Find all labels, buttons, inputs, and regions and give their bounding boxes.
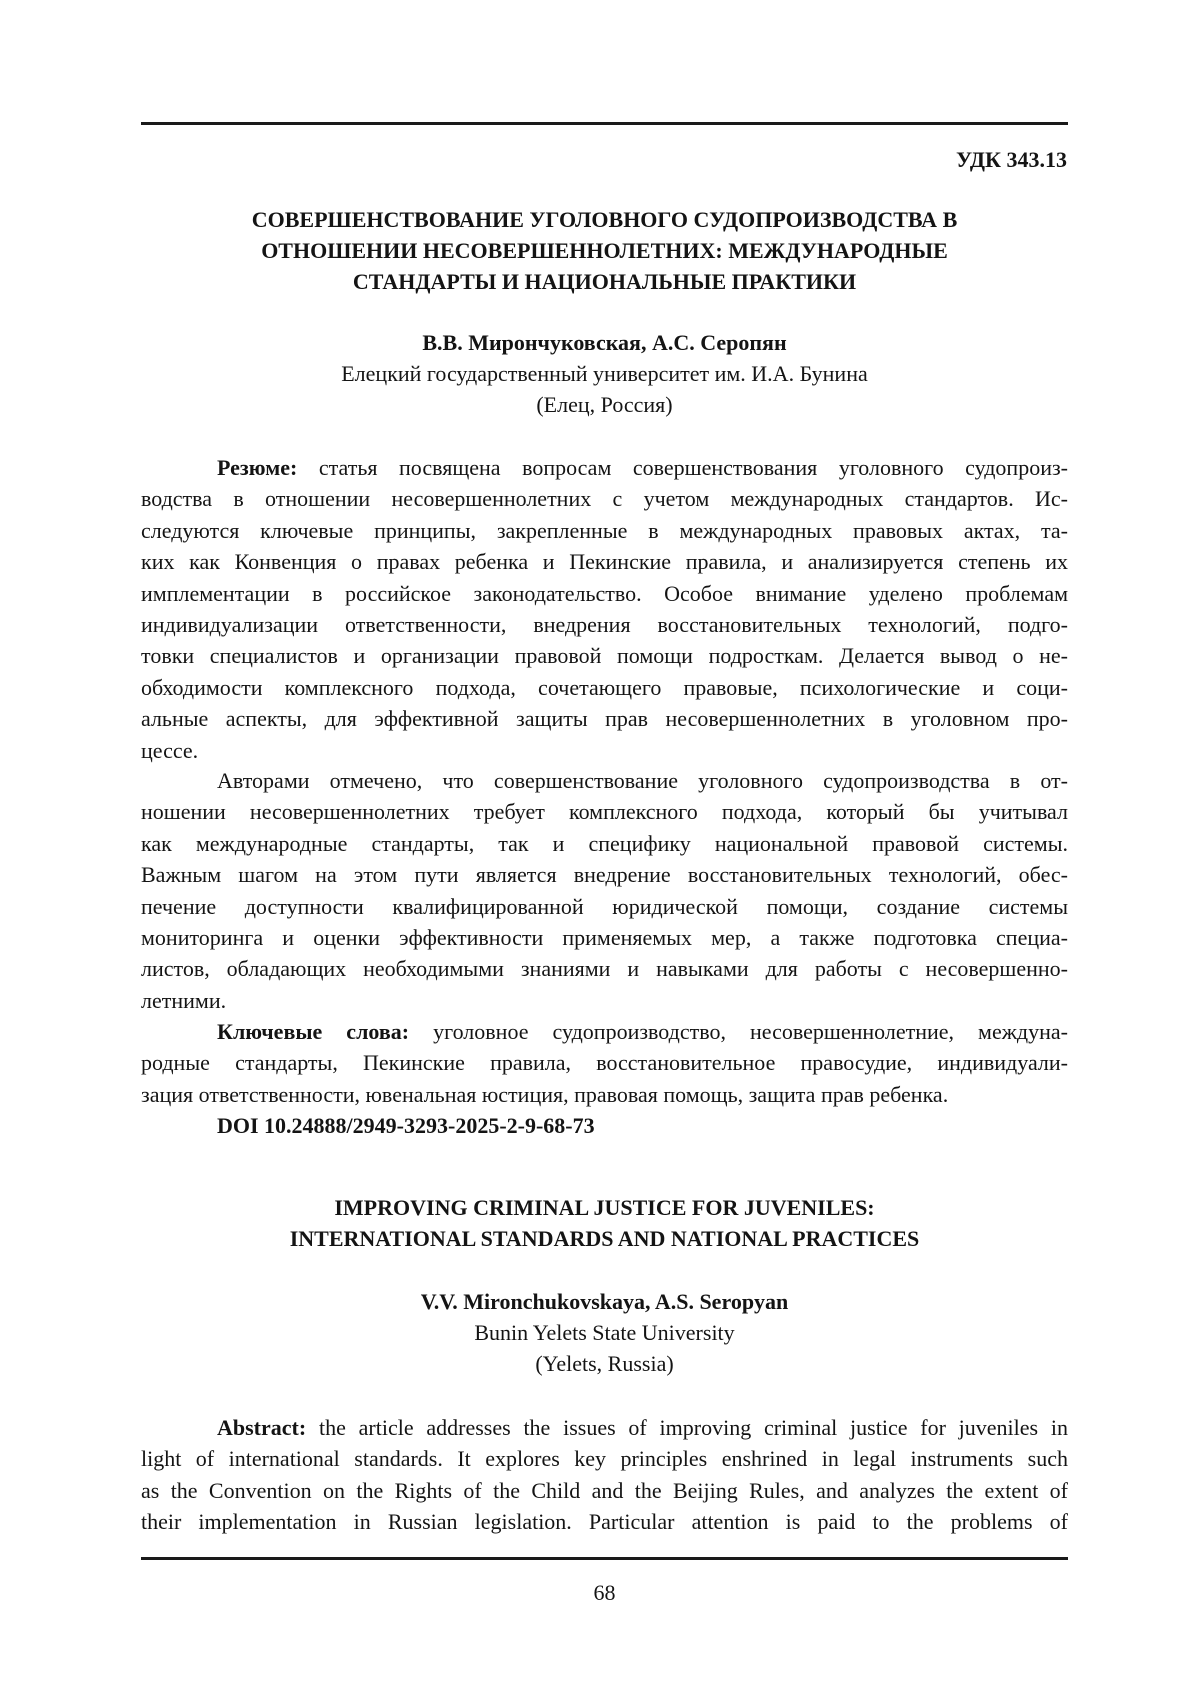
authors-note-line: Авторами отмечено, что совершенствование уголовного судопроизводства в от- (217, 768, 1068, 793)
authors-note-line: печение доступности квалифицированной юридической помощи, создание системы (141, 893, 1068, 919)
page-number: 68 (593, 1580, 616, 1605)
abstract-en-line (141, 1412, 1068, 1443)
authors-note-line: Важным шагом на этом пути является внедрение восстановительных технологий, обес- (141, 862, 1068, 888)
keywords-label: Ключевые слова: (217, 1019, 410, 1044)
doi: DOI 10.24888/2949-3293-2025-2-9-68-73 (217, 1113, 595, 1138)
title-ru-line: СТАНДАРТЫ И НАЦИОНАЛЬНЫЕ ПРАКТИКИ (352, 269, 857, 294)
keywords-text: уголовное судопроизводство, несовершеннолетние, междуна- (409, 1019, 1068, 1044)
affiliation-en: Bunin Yelets State University (474, 1320, 735, 1345)
abstract-en-text: the article addresses the issues of improving criminal justice for juveniles in (306, 1415, 1068, 1440)
article-title-ru (141, 204, 1068, 297)
abstract-ru-line: следуются ключевые принципы, закрепленные в международных правовых актах, та- (141, 517, 1068, 543)
abstract-ru-line: товки специалистов и организации правовой помощи подросткам. Делается вывод о не- (141, 643, 1068, 669)
abstract-ru-line: имплементации в российское законодательство. Особое внимание уделено проблемам (141, 580, 1068, 606)
abstract-en (141, 1412, 1068, 1538)
abstract-en-line: their implementation in Russian legislation. Particular attention is paid to the problems of (141, 1509, 1068, 1535)
affiliation-ru: Елецкий государственный университет им. И.А. Бунина (341, 361, 868, 386)
authors-note-line: листов, обладающих необходимыми знаниями и навыками для работы с несовершенно- (141, 956, 1068, 982)
city-en: (Yelets, Russia) (535, 1351, 674, 1376)
abstract-ru-text: статья посвящена вопросам совершенствования уголовного судопроиз- (297, 455, 1068, 480)
doi-line (141, 1110, 1068, 1141)
authors-ru: В.В. Мирончуковская, А.С. Серопян (422, 330, 787, 355)
title-ru-line: СОВЕРШЕНСТВОВАНИЕ УГОЛОВНОГО СУДОПРОИЗВОДСТВА В (251, 207, 958, 232)
footer-rule (141, 1557, 1068, 1560)
abstract-ru-line: обходимости комплексного подхода, сочетающего правовые, психологические и соци- (141, 674, 1068, 700)
keywords-line: зация ответственности, ювенальная юстиция, правовая помощь, защита прав ребенка. (141, 1081, 949, 1107)
abstract-ru (141, 452, 1068, 766)
title-en-line: INTERNATIONAL STANDARDS AND NATIONAL PRACTICES (289, 1226, 920, 1251)
abstract-en-label: Abstract: (217, 1415, 307, 1440)
abstract-ru-label: Резюме: (217, 455, 298, 480)
authors-note-line: мониторинга и оценки эффективности применяемых мер, а также подготовка специа- (141, 924, 1068, 950)
title-ru-line: ОТНОШЕНИИ НЕСОВЕРШЕННОЛЕТНИХ: МЕЖДУНАРОДНЫЕ (261, 238, 948, 263)
authors-note-ru (141, 765, 1068, 1016)
keywords-line (141, 1016, 1068, 1047)
title-en-line: IMPROVING CRIMINAL JUSTICE FOR JUVENILES: (334, 1195, 875, 1220)
abstract-ru-line: индивидуализации ответственности, внедрения восстановительных технологий, подго- (141, 611, 1068, 637)
keywords-line: родные стандарты, Пекинские правила, восстановительное правосудие, индивидуали- (141, 1050, 1068, 1076)
header-rule (141, 122, 1068, 125)
article-title-en (141, 1192, 1068, 1254)
udk-code: УДК 343.13 (955, 147, 1067, 172)
abstract-ru-line: ких как Конвенция о правах ребенка и Пекинские правила, и анализируется степень их (141, 549, 1068, 575)
authors-note-line: как международные стандарты, так и специфику национальной правовой системы. (141, 830, 1068, 856)
keywords-ru (141, 1016, 1068, 1110)
doi-block (141, 1110, 1068, 1141)
authors-en: V.V. Mironchukovskaya, A.S. Seropyan (420, 1289, 789, 1314)
abstract-ru-line (141, 452, 1068, 483)
abstract-ru-line: цессе. (141, 737, 199, 763)
abstract-en-line: as the Convention on the Rights of the Child and the Beijing Rules, and analyzes the extent of (141, 1477, 1068, 1503)
city-ru: (Елец, Россия) (536, 392, 673, 417)
abstract-ru-line: альные аспекты, для эффективной защиты прав несовершеннолетних в уголовном про- (141, 706, 1068, 732)
authors-note-line: летними. (141, 987, 227, 1013)
authors-note-line: ношении несовершеннолетних требует комплексного подхода, который бы учитывал (141, 799, 1068, 825)
abstract-en-line: light of international standards. It explores key principles enshrined in legal instruments such (141, 1446, 1068, 1472)
abstract-ru-line: водства в отношении несовершеннолетних с учетом международных стандартов. Ис- (141, 486, 1068, 512)
